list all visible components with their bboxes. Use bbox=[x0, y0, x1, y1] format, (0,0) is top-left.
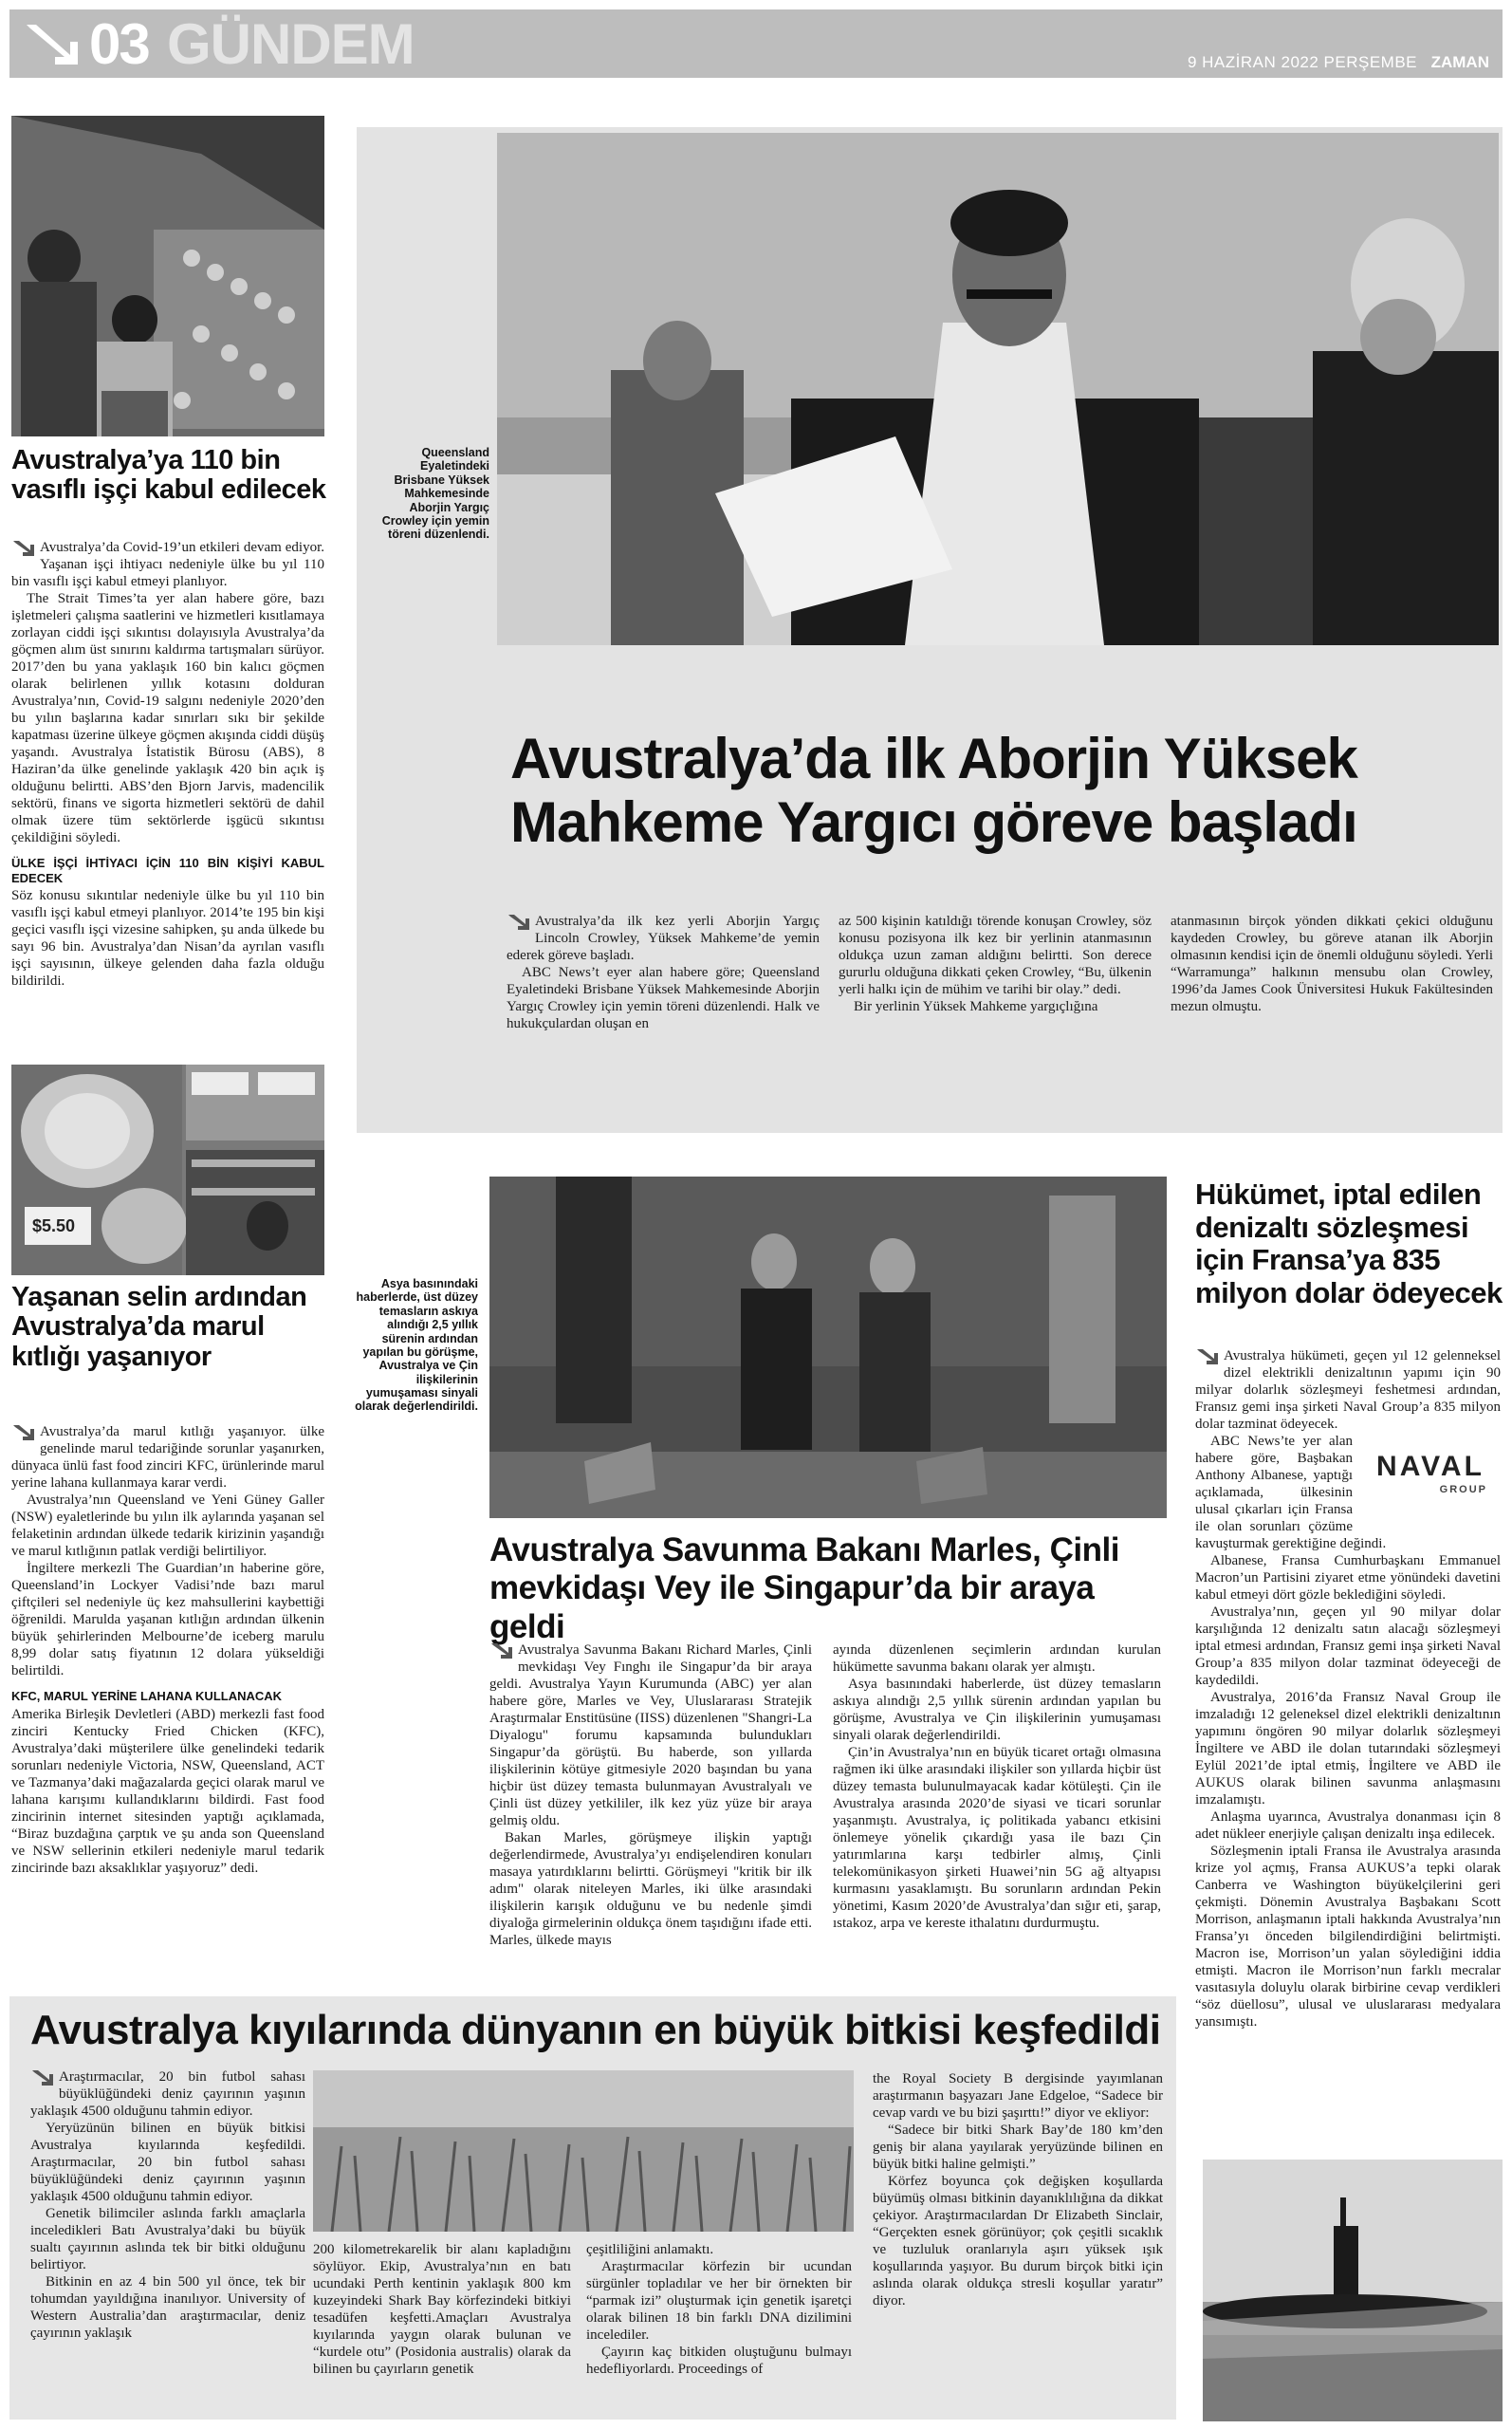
judge-swearing-in-photo bbox=[497, 133, 1499, 645]
arrow-icon bbox=[489, 1641, 514, 1660]
plant-paragraph: Genetik bilimciler aslında farklı amaçlarla inceledikleri Batı Avustralya’daki bu büyük sualtı çayırının aslında tek bir bitki olduğunu belirtiyor. bbox=[30, 2206, 305, 2272]
judge-column-2 bbox=[839, 913, 1152, 1015]
plant-paragraph: çeşitliliğini anlamaktı. bbox=[586, 2242, 714, 2257]
workers-paragraph: Söz konusu sıkıntılar nedeniyle ülke bu yıl 110 bin vasıflı işçi kabul etmeyi planlıyor. 2014’te 195 bin kişi geçici vasıflı işçi vizesine sahipken, şu anda ülkede bu sayı 96 bin. Avustralya’dan Nisan’da ayrılan vasıflı işçi sayısının, ülkeye gelenden daha fazla olduğu bildirildi. bbox=[11, 888, 324, 990]
arrow-icon bbox=[11, 539, 36, 558]
arrow-icon bbox=[21, 21, 83, 68]
produce-workers-photo bbox=[11, 116, 324, 436]
plant-paragraph: Araştırmacılar körfezin bir ucundan sürgünler topladılar ve her bir örnekten bir “parmak izi” oluşturmak için genetik işaretçi olarak bilinen 18 bin farklı DNA dizilimini incelediler. bbox=[586, 2259, 852, 2343]
workers-article-body bbox=[11, 539, 324, 990]
logo-wordmark: NAVAL bbox=[1376, 1451, 1484, 1482]
defense-column-1 bbox=[489, 1641, 812, 1949]
judge-column-1 bbox=[507, 913, 820, 1032]
submarine-paragraph: Avustralya, 2016’da Fransız Naval Group ile imzaladığı 12 geleneksel dizel elektrikli denizaltının yapımını öngören 90 milyar dolarlık sözleşmeyi İngiltere ve ABD ile dolan tutarındaki sözleşmeyi Eylül 2021’de iptal etmiş, İngiltere ve ABD ile AUKUS olarak bilinen savunma anlaşmasını imzalamıştı. bbox=[1195, 1690, 1501, 1808]
plant-paragraph: Yeryüzünün bilinen en büyük bitkisi Avustralya kıyılarında keşfedildi. Araştırmacılar, 20 bin futbol sahası büyüklüğündeki deniz çayırının yaşının yaklaşık 4500 olduğunu tahmin ediyor. bbox=[30, 2121, 305, 2204]
defense-headline: Avustralya Savunma Bakanı Marles, Çinli mevkidaşı Vey ile Singapur’da bir araya geldi bbox=[489, 1531, 1119, 1645]
workers-subhead: ÜLKE İŞÇİ İHTİYACI İÇİN 110 BİN KİŞİYİ KABUL EDECEK bbox=[11, 856, 324, 885]
page-number: 03 bbox=[89, 12, 149, 76]
issue-date: 9 HAZİRAN 2022 PERŞEMBE bbox=[1187, 53, 1417, 71]
defense-paragraph: Bakan Marles, görüşmeye ilişkin yaptığı değerlendirmede, Avustralya’yı endişelendiren konuları masaya yatırdıklarını belirtti. Görüşmeyi "kritik bir ilk adım" olarak niteleyen Marles, iki ülke arasındaki ilişkilerin karışık olduğunu ve bu nedenle şimdi diyaloğa girmelerinin oldukça önem taşıdığını ifade etti. Marles, ülkede mayıs bbox=[489, 1830, 812, 1948]
submarine-paragraph: Avustralya’nın, geçen yıl 90 milyar dolar karşılığında 12 denizaltı satın alacağı sözleşmeyi iptal etmesi ardından, Fransız gemi inşa şirketi Naval Group’a 835 milyon dolar tazminat ödeyeceği de kaydedildi. bbox=[1195, 1604, 1501, 1688]
defense-paragraph: ayında düzenlenen seçimlerin ardından kurulan hükümette savunma bakanı olarak yer almıştı. bbox=[833, 1642, 1161, 1675]
workers-paragraph: Avustralya’da Covid-19’un etkileri devam ediyor. Yaşanan işçi ihtiyacı nedeniyle ülke bu yıl 110 bin vasıflı işçi kabul etmeyi planlıyor. bbox=[11, 540, 324, 589]
lettuce-paragraph: Avustralya’nın Queensland ve Yeni Güney Galler (NSW) eyaletlerinde bu yılın ilk aylarında yaşanan sel felaketinin ardından ülkede tedarik kirizinin yaşandığı ve marul kıtlığının patlak verdiği belirtiliyor. bbox=[11, 1493, 324, 1559]
plant-paragraph: Körfez boyunca çok değişken koşullarda büyümüş olması bitkinin dayanıklılığına da dikkat çekiyor. Araştırmacılardan Dr Elizabeth Sinclair, “Gerçekten esnek görünüyor; çok çeşitli sıcaklık ve tuzluluk oranlarıyla aşırı yüksek ışık koşullarında yaşıyor. Bu durum birçok bitki için aslında olarak oldukça stresli koşullar yaratır” diyor. bbox=[873, 2174, 1163, 2308]
judge-paragraph: ABC News’t eyer alan habere göre; Queensland Eyaletindeki Brisbane Yüksek Mahkemesinde Aborjin Yargıç Crowley için yemin töreni düzenlendi. Halk ve hukukçulardan oluşan en bbox=[507, 965, 820, 1031]
submarine-article-body bbox=[1195, 1347, 1501, 2030]
defense-paragraph: Avustralya Savunma Bakanı Richard Marles, Çinli mevkidaşı Vey Fınghı ile Singapur’da bir araya geldi. Avustralya Yayın Kurumunda (ABC) yer alan habere göre, Marles ve Vey, Uluslararası Stratejik Araştırmalar Enstitüsüne (IISS) düzenlenen "Shangri-La Diyalogu" forumu kapsamında bulundukları Singapur’da görüştü. Bu haberde, son yıllarda ilişkilerinin kötüye gitmesiyle 2020 başından bu yana hiçbir üst düzey temasta bulunmayan Avustralyalı ve Çinli üst düzey yetkililer, ilk kez yüz yüze bir araya gelmiş oldu. bbox=[489, 1642, 812, 1828]
plant-paragraph: the Royal Society B dergisinde yayımlanan araştırmanın başyazarı Jane Edgeloe, “Sadece bir cevap vardı ve bu bizi şaşırttı!” diyor ve ekliyor: bbox=[873, 2071, 1163, 2121]
submarine-paragraph: Avustralya hükümeti, geçen yıl 12 gelenneksel dizel elektrikli denizaltının yapımı için 90 milyar dolarlık sözleşmeyi feshetmesi ardından, Fransız gemi inşa şirketi Naval Group’a 835 milyon dolar tazminat ödeyecek. bbox=[1195, 1348, 1501, 1432]
seagrass-photo bbox=[313, 2070, 854, 2232]
plant-headline: Avustralya kıyılarında dünyanın en büyük bitkisi keşfedildi bbox=[30, 2007, 1161, 2053]
submarine-paragraph: Sözleşmenin iptali Fransa ile Avustralya arasında krize yol açmış, Fransa AUKUS’a tepki olarak Canberra ve Washington büyükelçilerini geri çekmişti. Dönemin Avustralya Başbakanı Scott Morrison, anlaşmanın iptali hakkında Avustralya’nın Fransa’yı önceden bilgilendirdiğini belirtmişti. Macron ise, Morrison’un yalan söylediğini iddia etmişti. Macron ile Morrison’nun farklı mecralar vasıtasıyla doluylu olarak birbirine cevap verdikleri “söz düellosu”, ulusal ve uluslararası medyalara yansımıştı. bbox=[1195, 1844, 1501, 2030]
submarine-paragraph: Anlaşma uyarınca, Avustralya donanması için 8 adet nükleer enerjiyle çalışan denizaltı inşa edilecek. bbox=[1195, 1809, 1501, 1842]
section-title: GÜNDEM bbox=[167, 12, 415, 76]
plant-paragraph: Bitkinin en az 4 bin 500 yıl önce, tek bir tohumdan yayıldığına inanılıyor. University of Western Australia’dan araştırmacılar, deniz çayırının yaklaşık bbox=[30, 2274, 305, 2341]
workers-paragraph: The Strait Times’ta yer alan habere göre, bazı işletmeleri çalışma saatlerini ve hizmetleri kısıtlamaya zorlayan ciddi işçi sıkıntısı dolayısıyla Avustralya’da göçmen alım üst sınırını kaldırma tartışmaları sürüyor. 2017’den bu yana yaklaşık 160 bin kalıcı göçmen olarak belirlenen yıllık kotasını dolduran Avustralya’nın, Covid-19 salgını nedeniyle 2020’den bu yılın başlarına kadar sınırları sıkı bir şekilde kapatması üzerine ülkeye göçmen akışında ciddi düşüş yaşandı. Avustralya İstatistik Bürosu (ABS), 8 Haziran’da ülke genelinde yaklaşık 420 bin açık iş olduğunu belirtti. ABS’den Bjorn Jarvis, madencilik sektörü, finans ve sigorta hizmetleri sektörü de dahil olmak üzere tüm sektörlerde işgücü sıkıntısı çekildiğini söyledi. bbox=[11, 591, 324, 845]
submarine-paragraph: Albanese, Fransa Cumhurbaşkanı Emmanuel Macron’un Partisini ziyaret etme yönündeki davetini kabul etmeyi dört gözle beklediğini söyledi. bbox=[1195, 1553, 1501, 1603]
lettuce-article-body bbox=[11, 1423, 324, 1877]
lettuce-paragraph: İngiltere merkezli The Guardian’ın haberine göre, Queensland’in Lockyer Vadisi’nde bazı marul çiftçileri sel nedeniyle üç kez mahsullerini kaybettiği öğrenildi. Marulda yaşanan kıtlığın ardından ülkenin büyük şehirlerinden Melbourne’de iceberg marulu 8,99 dolar satış fiyatının 12 dolara yükseldiği belirtildi. bbox=[11, 1561, 324, 1678]
price-tag: $5.50 bbox=[32, 1216, 76, 1235]
lettuce-market-photo bbox=[11, 1065, 324, 1275]
lettuce-paragraph: Amerika Birleşik Devletleri (ABD) merkezli fast food zinciri Kentucky Fried Chicken (KFC), Avustralya’daki müşterilere ülke genelindeki tedarik sorunları nedeniyle Victoria, NSW, Queensland, ACT ve Tazmanya’daki mağazalarda geçici olarak marul ve lahana karışımı kullandıklarını bildirdi. Fast food zincirinin internet sitesinden yaptığı açıklamada, “Biraz buzdağına çarptık ve şu anda son Queensland ve NSW sellerinin etkileri nedeniyle marul tedarik zincirinde bazı aksaklıklar yaşıyoruz” dedi. bbox=[11, 1706, 324, 1876]
plant-paragraph: “Sadece bir bitki Shark Bay’de 180 km’den geniş bir alana yayılarak yeryüzünde bilinen en büyük bitki haline gelmişti.” bbox=[873, 2123, 1163, 2172]
plant-column-3 bbox=[586, 2241, 852, 2378]
plant-paragraph: 200 kilometrekarelik bir alanı kapladığını söylüyor. Ekip, Avustralya’nın en batı ucundaki Perth kentinin yaklaşık 800 km kuzeyindeki Shark Bay körfezindeki bitkiyi tesadüfen keşfetti.Amaçları Avustralya kıyılarında yaygın olarak bulunan ve “kurdele otu” (Posidonia australis) olarak da bilinen bu çayırların genetik bbox=[313, 2242, 571, 2377]
judge-paragraph: Bir yerlinin Yüksek Mahkeme yargıçlığına bbox=[854, 999, 1098, 1014]
lettuce-headline: Yaşanan selin ardından Avustralya’da marul kıtlığı yaşanıyor bbox=[11, 1282, 307, 1372]
defense-paragraph: Asya basınındaki haberlerde, üst düzey temasların askıya alındığı 2,5 yıllık sürenin ardından yapılan bu görüşme, Avustralya ve Çin ilişkilerinin yumuşaması sinyali olarak değerlendirildi. bbox=[833, 1677, 1161, 1743]
brand-name: ZAMAN bbox=[1430, 53, 1489, 71]
defense-ministers-photo bbox=[489, 1177, 1167, 1518]
lettuce-paragraph: Avustralya’da marul kıtlığı yaşanıyor. ülke genelinde marul tedariğinde sorunlar yaşanırken, dünyaca ünlü fast food zinciri KFC, ürünlerinde marul yerine lahana kullanmaya karar verdi. bbox=[11, 1424, 324, 1491]
defense-photo-caption: Asya basınındaki haberlerde, üst düzey temasların askıya alındığı 2,5 yıllık sürenin ardından yapılan bu görüşme, Avustralya ve Çin ilişkilerinin yumuşaması sinyali olarak değerlendirildi. bbox=[355, 1277, 478, 1414]
workers-headline: Avustralya’ya 110 bin vasıflı işçi kabul edilecek bbox=[11, 445, 326, 506]
submarine-photo bbox=[1203, 2160, 1503, 2421]
judge-photo-caption: Queensland Eyaletindeki Brisbane Yüksek Mahkemesinde Aborjin Yargıç Crowley için yemin töreni düzenlendi. bbox=[381, 446, 489, 542]
plant-paragraph: Çayırın kaç bitkiden oluştuğunu bulmayı hedefliyorlardı. Proceedings of bbox=[586, 2345, 852, 2377]
defense-paragraph: Çin’in Avustralya’nın en büyük ticaret ortağı olmasına rağmen iki ülke arasındaki ilişkiler son yıllarda hiçbir üst düzey temasta bulunulmayacak kadar kötüleşti. Çin ile Avustralya arasında 2020’de siyasi ve ticari sorunlar yaşanmıştı. Avustralya, iç politikada yabancı etkisini önlemeye yönelik çıkardığı yasa ile bazı Çin yatırımlarına karşı tedbirler almış, Çinli telekomünikasyon şirketi Huawei’nin 5G ağ altyapısı kurmasını yasaklamıştı. Bu sorunların ardından Pekin yönetimi, Kasım 2020’de Avustralya’dan sığır eti, şarap, ıstakoz, arpa ve kereste ithalatını durdurmuştu. bbox=[833, 1745, 1161, 1931]
plant-column-1 bbox=[30, 2068, 305, 2342]
plant-column-2 bbox=[313, 2241, 571, 2378]
judge-headline: Avustralya’da ilk Aborjin Yüksek Mahkeme Yargıcı göreve başladı bbox=[510, 727, 1357, 855]
arrow-icon bbox=[1195, 1347, 1220, 1366]
plant-column-4 bbox=[873, 2070, 1163, 2309]
plant-paragraph: Araştırmacılar, 20 bin futbol sahası büyüklüğündeki deniz çayırının yaşının yaklaşık 4500 olduğunu tahmin ediyor. bbox=[30, 2069, 305, 2119]
arrow-icon bbox=[507, 913, 531, 932]
judge-paragraph: atanmasının birçok yönden dikkati çekici olduğunu kaydeden Crowley, bu göreve atanan ilk Aborjin olmasının kendisi için de önemli olduğunu söyledi. Yerli “Warramunga” halkının mensubu olan Crowley, 1996’da James Cook Üniversitesi Hukuk Fakültesinden mezun olmuştu. bbox=[1171, 914, 1493, 1014]
page-header bbox=[9, 9, 1503, 78]
judge-paragraph: az 500 kişinin katıldığı törende konuşan Crowley, söz konusu pozisyona ilk kez bir yerlinin atanmasının oldukça uzun zaman aldığını belirtti. Son derece gururlu olduğuna dikkati çeken Crowley, “Bu, ülkenin yerli halkı için de mühim ve tarihi bir olay.” dedi. bbox=[839, 914, 1152, 997]
defense-column-2 bbox=[833, 1641, 1161, 1932]
submarine-paragraph: ABC News’te yer alan habere göre, Başbakan Anthony Albanese, yaptığı açıklamada, ülkesinin ulusal çıkarları için Fransa ile olan sorunları çözüme kavuşturmak gerektiğine değindi. bbox=[1195, 1434, 1387, 1551]
arrow-icon bbox=[11, 1423, 36, 1442]
submarine-headline: Hükümet, iptal edilen denizaltı sözleşmesi için Fransa’ya 835 milyon dolar ödeyecek bbox=[1195, 1177, 1503, 1310]
arrow-icon bbox=[30, 2068, 55, 2087]
logo-subtext: GROUP bbox=[1439, 1484, 1487, 1495]
judge-paragraph: Avustralya’da ilk kez yerli Aborjin Yargıç Lincoln Crowley, Yüksek Mahkeme’de yemin ederek göreve başladı. bbox=[507, 914, 820, 963]
judge-column-3 bbox=[1171, 913, 1493, 1015]
naval-group-logo bbox=[1360, 1438, 1501, 1522]
lettuce-subhead: KFC, MARUL YERİNE LAHANA KULLANACAK bbox=[11, 1689, 283, 1703]
